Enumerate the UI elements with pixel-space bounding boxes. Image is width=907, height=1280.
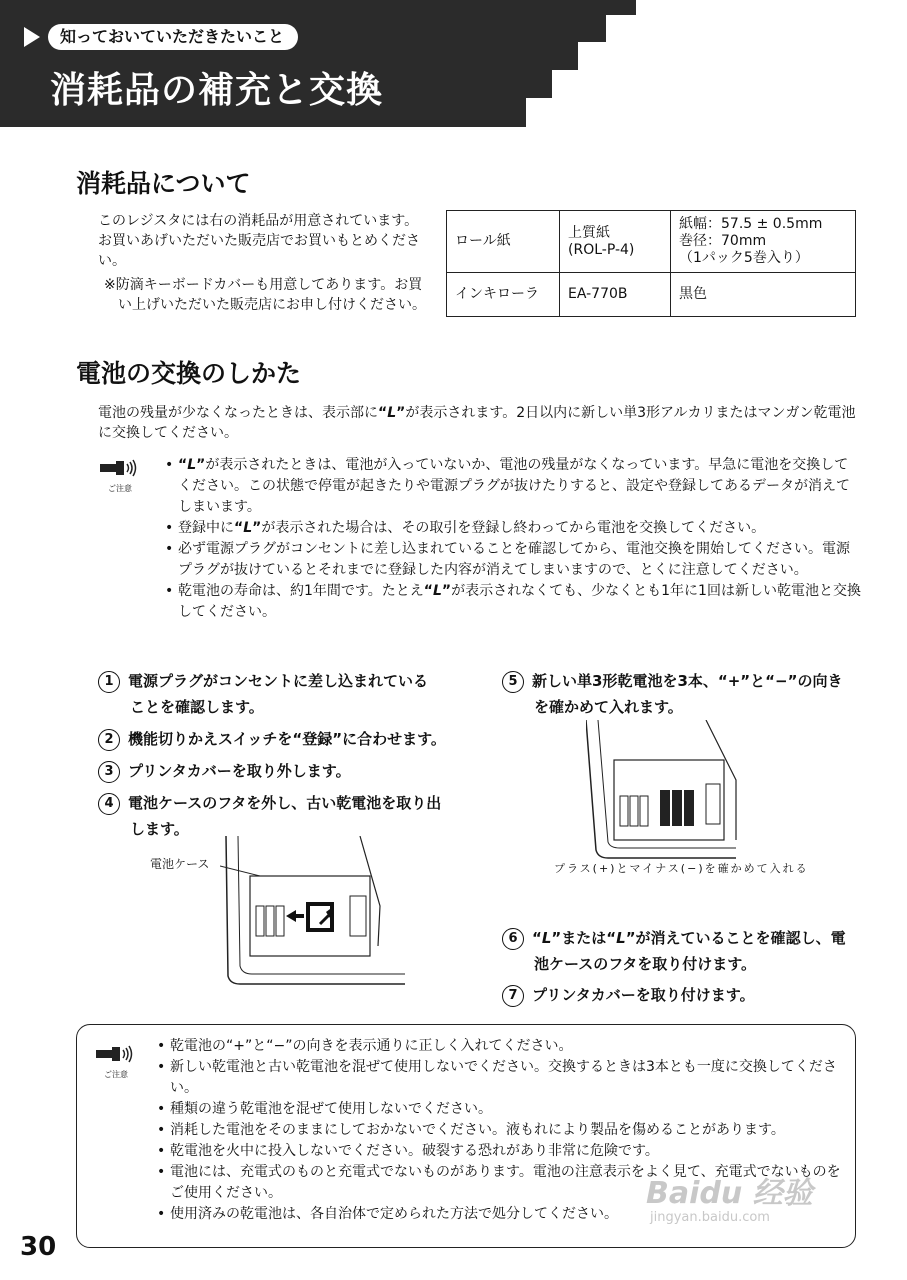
insert-caption: プラス(+)とマイナス(−)を確かめて入れる bbox=[554, 862, 809, 875]
step-5: 5 新しい単3形乾電池を3本、“+”と“−”の向き を確かめて入れます。 bbox=[502, 668, 862, 720]
intro-text: 電池の残量が少なくなったときは、表示部に bbox=[98, 405, 378, 421]
battery-insert-illustration bbox=[586, 720, 756, 860]
step-number: 6 bbox=[502, 928, 524, 950]
consumables-table bbox=[446, 210, 856, 317]
step-number: 1 bbox=[98, 671, 120, 693]
table-cell: インキローラ bbox=[447, 273, 560, 317]
step-6: 6 “L”または“L”が消えていることを確認し、電 池ケースのフタを取り付けます。 bbox=[502, 925, 862, 977]
battery-heading: 電池の交換のしかた bbox=[76, 359, 302, 388]
watermark-logo: Baidu 经验 bbox=[646, 1176, 813, 1211]
intro-text: が表示されます。2日以内に新しい単3形アルカリまたはマンガン乾電池に交換してください。 bbox=[98, 405, 856, 441]
step-3: 3 プリンタカバーを取り外します。 bbox=[98, 758, 478, 784]
step-4: 4 電池ケースのフタを外し、古い乾電池を取り出 します。 bbox=[98, 790, 478, 842]
list-item: • 使用済みの乾電池は、各自治体で定められた方法で処分してください。 bbox=[154, 1204, 844, 1225]
battery-case-label: 電池ケース bbox=[150, 857, 210, 871]
low-battery-symbol-icon: “L” bbox=[378, 405, 406, 421]
battery-intro bbox=[98, 403, 860, 443]
list-item: • 電池には、充電式のものと充電式でないものがあります。電池の注意表示をよく見て、充電式でないものをご使用ください。 bbox=[154, 1162, 844, 1204]
list-item: • 乾電池の寿命は、約1年間です。たとえ“L”が表示されなくても、少なくとも1年に1回は新しい乾電池と交換してください。 bbox=[162, 581, 862, 623]
list-item: • 必ず電源プラグがコンセントに差し込まれていることを確認してから、電池交換を開始してください。電源プラグが抜けているとそれまでに登録した内容が消えてしまいますので、とくに注意してください。 bbox=[162, 539, 862, 581]
play-arrow-icon bbox=[24, 27, 40, 47]
table-cell: 上質紙 (ROL-P-4) bbox=[560, 211, 671, 273]
step-number: 3 bbox=[98, 761, 120, 783]
caution-icon bbox=[98, 458, 142, 494]
step-number: 4 bbox=[98, 793, 120, 815]
step-2: 2 機能切りかえスイッチを“登録”に合わせます。 bbox=[98, 726, 478, 752]
consumables-intro: このレジスタには右の消耗品が用意されています。お買いあげいただいた販売店でお買いもとめください。 bbox=[98, 213, 420, 269]
section-tag: 知っておいていただきたいこと bbox=[48, 24, 298, 50]
consumables-note: ※防滴キーボードカバーも用意してあります。お買い上げいただいた販売店にお申し付けください。 bbox=[104, 277, 426, 313]
page-title: 消耗品の補充と交換 bbox=[50, 70, 384, 111]
list-item: • 種類の違う乾電池を混ぜて使用しないでください。 bbox=[154, 1099, 844, 1120]
list-item: • “L”が表示されたときは、電池が入っていないか、電池の残量がなくなっています。早急に電池を交換してください。この状態で停電が起きたりや電源プラグが抜けたりすると、設定や登録してあるデータが消えてしまいます。 bbox=[162, 455, 862, 518]
battery-caution-list bbox=[162, 455, 862, 623]
table-cell: EA-770B bbox=[560, 273, 671, 317]
step-number: 2 bbox=[98, 729, 120, 751]
table-row bbox=[447, 211, 856, 273]
table-cell: 黒色 bbox=[671, 273, 856, 317]
caution-label: ご注意 bbox=[104, 1070, 128, 1079]
step-number: 5 bbox=[502, 671, 524, 693]
table-row bbox=[447, 273, 856, 317]
list-item: • 登録中に“L”が表示された場合は、その取引を登録し終わってから電池を交換してください。 bbox=[162, 518, 862, 539]
page-number: 30 bbox=[20, 1232, 57, 1262]
list-item: • 乾電池の“+”と“−”の向きを表示通りに正しく入れてください。 bbox=[154, 1036, 844, 1057]
list-item: • 新しい乾電池と古い乾電池を混ぜて使用しないでください。交換するときは3本とも一度に交換してください。 bbox=[154, 1057, 844, 1099]
watermark-url: jingyan.baidu.com bbox=[650, 1210, 770, 1225]
consumables-heading: 消耗品について bbox=[76, 169, 251, 198]
step-7: 7 プリンタカバーを取り付けます。 bbox=[502, 982, 862, 1008]
table-cell: 紙幅：57.5 ± 0.5mm 巻径：70mm （1パック5巻入り） bbox=[671, 211, 856, 273]
step-number: 7 bbox=[502, 985, 524, 1007]
table-cell: ロール紙 bbox=[447, 211, 560, 273]
list-item: • 消耗した電池をそのままにしておかないでください。液もれにより製品を傷めることがあります。 bbox=[154, 1120, 844, 1141]
caution-icon bbox=[94, 1044, 138, 1080]
battery-removal-illustration bbox=[220, 836, 405, 986]
step-1: 1 電源プラグがコンセントに差し込まれている ことを確認します。 bbox=[98, 668, 478, 720]
caution-label: ご注意 bbox=[108, 484, 132, 493]
list-item: • 乾電池を火中に投入しないでください。破裂する恐れがあり非常に危険です。 bbox=[154, 1141, 844, 1162]
